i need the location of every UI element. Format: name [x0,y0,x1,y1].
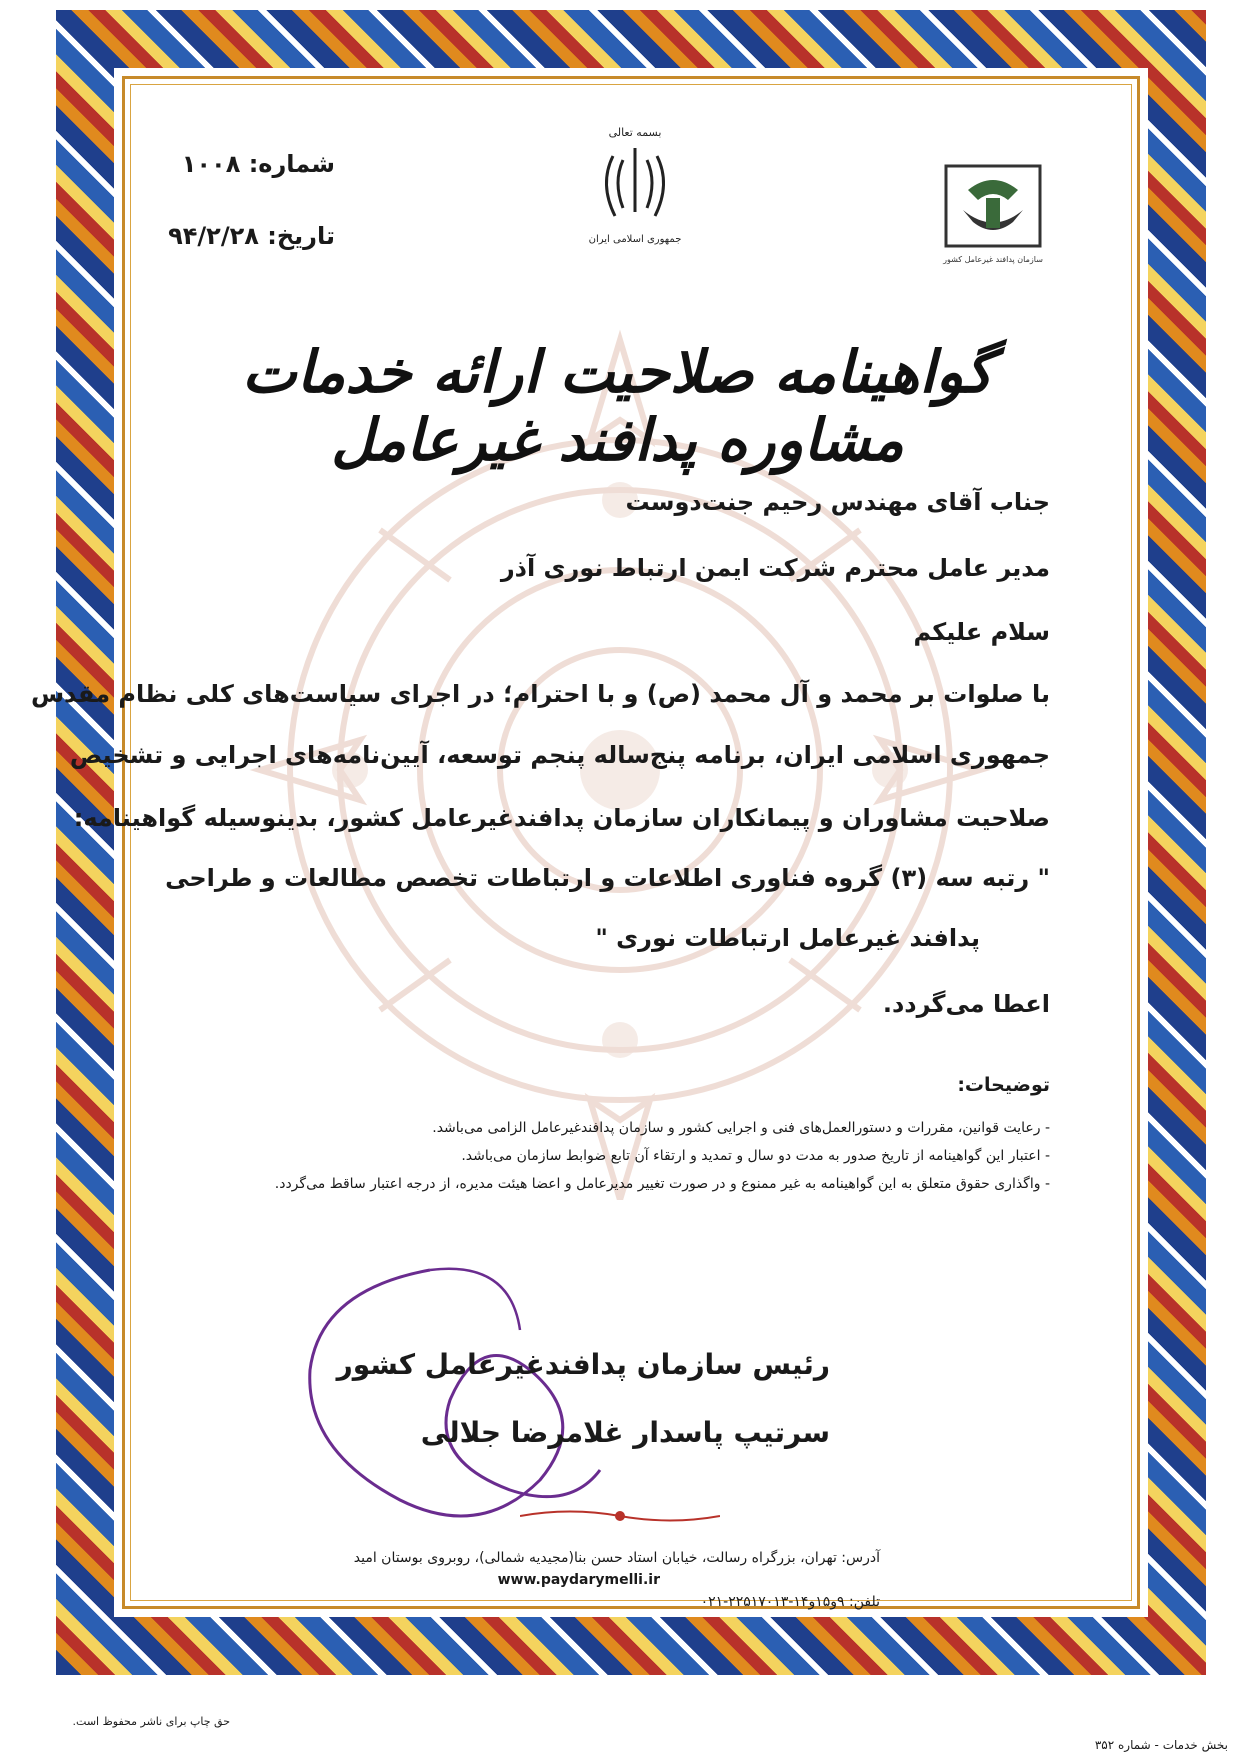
handwritten-signature-icon [280,1250,610,1550]
greeting: سلام علیکم [913,618,1050,646]
note-item-2: - اعتبار این گواهینامه از تاریخ صدور به مدت دو سال و تمدید و ارتقاء آن تابع ضوابط سازمان می‌باشد. [461,1148,1050,1164]
copyright-notice: حق چاپ برای ناشر محفوظ است. [72,1715,230,1728]
note-item-1: - رعایت قوانین، مقررات و دستورالعمل‌های فنی و اجرایی کشور و سازمان پدافندغیرعامل الزامی می‌باشد. [432,1120,1050,1136]
footer-phone: تلفن: ۹و۱۵و۱۴-۲۲۵۱۷۰۱۳-۰۲۱ [700,1594,880,1610]
recipient-position: مدیر عامل محترم شرکت ایمن ارتباط نوری آذر [500,554,1050,582]
number-value: ۱۰۰۸ [181,150,241,178]
certificate-date [168,222,335,250]
footer-address: آدرس: تهران، بزرگراه رسالت، خیابان استاد حسن بنا(مجیدیه شمالی)، روبروی بوستان امید [353,1550,880,1566]
organization-logo-icon [938,160,1048,270]
number-label: شماره: [248,150,335,178]
date-value: ۹۴/۲/۲۸ [168,222,259,250]
notes-heading: توضیحات: [957,1074,1050,1096]
paragraph-line-2: جمهوری اسلامی ایران، برنامه پنج‌ساله پنجم توسعه، آیین‌نامه‌های اجرایی و تشخیص [69,741,1050,769]
certificate-title: گواهینامه صلاحیت ارائه خدمات مشاوره پدافند غیرعامل [242,338,993,474]
footer-website[interactable]: www.paydarymelli.ir [497,1572,660,1588]
recipient-name: جناب آقای مهندس رحیم جنت‌دوست [625,488,1050,516]
granted-text: اعطا می‌گردد. [882,990,1050,1018]
quote-line-1: " رتبه سه (۳) گروه فناوری اطلاعات و ارتباطات تخصص مطالعات و طراحی [165,864,1050,892]
certificate-number [182,150,335,178]
emblem-caption-bottom: جمهوری اسلامی ایران [588,234,682,245]
emblem-caption-top: بسمه تعالی [608,126,662,139]
footer-ornament-icon [520,1507,720,1525]
quote-line-2: پدافند غیرعامل ارتباطات نوری " [595,924,980,952]
iran-emblem-icon [585,120,685,250]
signer-name: سرتیپ پاسدار غلامرضا جلالی [420,1416,830,1449]
paragraph-line-1: با صلوات بر محمد و آل محمد (ص) و با احترام؛ در اجرای سیاست‌های کلی نظام مقدس [30,680,1050,708]
date-label: تاریخ: [267,222,335,250]
logo-caption: سازمان پدافند غیرعامل کشور [943,255,1043,264]
print-info: بخش خدمات - شماره ۳۵۲ [1094,1738,1228,1752]
signer-title: رئیس سازمان پدافندغیرعامل کشور [336,1348,830,1381]
paragraph-line-3: صلاحیت مشاوران و پیمانکاران سازمان پدافندغیرعامل کشور، بدینوسیله گواهینامه: [73,804,1050,832]
note-item-3: - واگذاری حقوق متعلق به این گواهینامه به غیر ممنوع و در صورت تغییر مدیرعامل و اعضا هیئت مدیره، از درجه اعتبار ساقط می‌گردد. [274,1176,1050,1192]
